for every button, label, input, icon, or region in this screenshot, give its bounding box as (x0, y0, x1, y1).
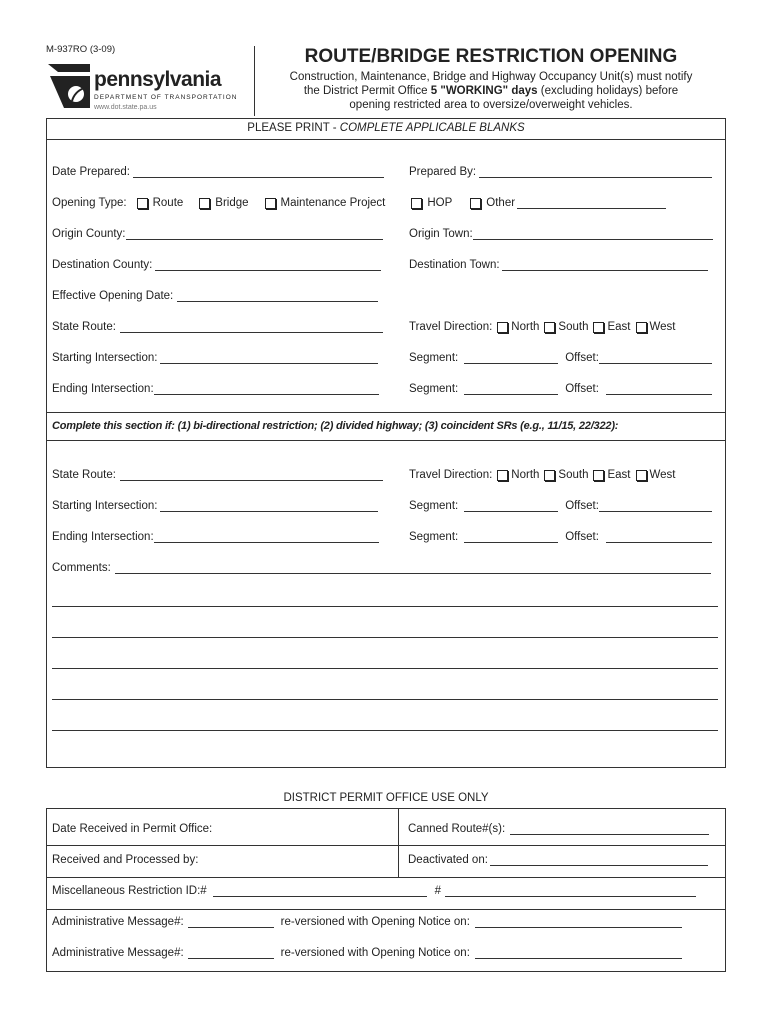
segment-field[interactable] (464, 531, 558, 543)
date-prepared-field[interactable] (133, 166, 384, 178)
segment-label: Segment: (409, 531, 459, 543)
notice-line-3: opening restricted area to oversize/overweight vehicles. (349, 99, 633, 111)
south-checkbox[interactable] (544, 322, 555, 333)
origin-town-field[interactable] (473, 228, 713, 240)
destination-county-field[interactable] (155, 259, 381, 271)
other-option-label: Other (486, 197, 516, 209)
notice-working-days: 5 "WORKING" days (430, 85, 538, 97)
office-row-divider (46, 845, 726, 846)
north-label: North (511, 321, 540, 333)
notice-line-2 (262, 84, 720, 98)
main-form-box (46, 118, 726, 768)
section-divider-bottom (46, 440, 726, 441)
destination-town-field[interactable] (502, 259, 708, 271)
bridge-option-label: Bridge (215, 197, 249, 209)
offset-field[interactable] (599, 500, 712, 512)
east-checkbox[interactable] (593, 470, 604, 481)
comments-field[interactable] (115, 562, 711, 574)
form-number: M-937RO (3-09) (46, 44, 116, 55)
segment-field[interactable] (464, 500, 558, 512)
ending-intersection-field[interactable] (154, 531, 379, 543)
hash-label: # (434, 885, 442, 897)
admin-message-field[interactable] (188, 916, 274, 928)
offset-field[interactable] (606, 531, 712, 543)
penndot-logo (46, 62, 246, 116)
admin-message-label: Administrative Message#: (52, 947, 184, 959)
notice-line-1: Construction, Maintenance, Bridge and Highway Occupancy Unit(s) must notify (289, 71, 693, 83)
route-option-label: Route (152, 197, 184, 209)
west-label: West (649, 321, 676, 333)
logo-url: www.dot.state.pa.us (94, 104, 157, 111)
comments-line[interactable] (52, 668, 718, 669)
misc-restriction-field-2[interactable] (445, 885, 696, 897)
hop-option-label: HOP (427, 197, 453, 209)
north-label: North (511, 469, 540, 481)
section-note: Complete this section if: (1) bi-directional restriction; (2) divided highway; (3) coincident SRs (e.g., 11/15, 22/322): (52, 420, 619, 432)
comments-label: Comments: (52, 562, 111, 574)
maintenance-project-checkbox[interactable] (265, 198, 276, 209)
opening-type-label: Opening Type: (52, 197, 127, 209)
segment-label: Segment: (409, 352, 459, 364)
segment-field[interactable] (464, 383, 558, 395)
admin-message-label: Administrative Message#: (52, 916, 184, 928)
comments-line[interactable] (52, 730, 718, 731)
office-row-divider (46, 877, 726, 878)
comments-line[interactable] (52, 699, 718, 700)
west-checkbox[interactable] (636, 322, 647, 333)
segment-field[interactable] (464, 352, 558, 364)
south-checkbox[interactable] (544, 470, 555, 481)
date-prepared-label: Date Prepared: (52, 166, 130, 178)
ending-intersection-label: Ending Intersection: (52, 383, 154, 395)
travel-direction-label: Travel Direction: (409, 469, 493, 481)
destination-county-label: Destination County: (52, 259, 153, 271)
keystone-logo-icon (46, 64, 90, 108)
east-label: East (607, 321, 631, 333)
state-route-label: State Route: (52, 469, 116, 481)
offset-label: Offset: (565, 352, 599, 364)
origin-town-label: Origin Town: (409, 228, 473, 240)
logo-department: DEPARTMENT OF TRANSPORTATION (94, 94, 238, 101)
segment-label: Segment: (409, 383, 459, 395)
state-route-field[interactable] (120, 321, 383, 333)
comments-line[interactable] (52, 637, 718, 638)
north-checkbox[interactable] (497, 470, 508, 481)
prepared-by-field[interactable] (479, 166, 712, 178)
deactivated-on-field[interactable] (490, 854, 708, 866)
effective-date-field[interactable] (177, 290, 378, 302)
comments-line[interactable] (52, 606, 718, 607)
offset-field[interactable] (599, 352, 712, 364)
starting-intersection-field[interactable] (160, 500, 378, 512)
canned-route-label: Canned Route#(s): (408, 823, 506, 835)
route-checkbox[interactable] (137, 198, 148, 209)
notice-line-2-pre: the District Permit Office (303, 85, 431, 97)
other-field[interactable] (517, 197, 666, 209)
office-column-divider (398, 808, 399, 877)
form-title: ROUTE/BRIDGE RESTRICTION OPENING (304, 46, 678, 67)
south-label: South (558, 321, 589, 333)
east-label: East (607, 469, 631, 481)
misc-restriction-field[interactable] (213, 885, 427, 897)
ending-intersection-label: Ending Intersection: (52, 531, 154, 543)
offset-label: Offset: (565, 500, 599, 512)
starting-intersection-field[interactable] (160, 352, 378, 364)
date-received-label: Date Received in Permit Office: (52, 823, 213, 835)
origin-county-label: Origin County: (52, 228, 126, 240)
deactivated-on-label: Deactivated on: (408, 854, 488, 866)
misc-restriction-label: Miscellaneous Restriction ID:# (52, 885, 207, 897)
origin-county-field[interactable] (126, 228, 383, 240)
other-checkbox[interactable] (470, 198, 481, 209)
hop-checkbox[interactable] (411, 198, 422, 209)
notice-line-2-post: (excluding holidays) before (537, 85, 679, 97)
north-checkbox[interactable] (497, 322, 508, 333)
canned-route-field[interactable] (510, 823, 709, 835)
west-label: West (649, 469, 676, 481)
south-label: South (558, 469, 589, 481)
maintenance-project-option-label: Maintenance Project (280, 197, 386, 209)
east-checkbox[interactable] (593, 322, 604, 333)
header-divider (254, 46, 255, 116)
print-note-divider (46, 139, 726, 140)
reversioned-field[interactable] (475, 947, 682, 959)
admin-message-field[interactable] (188, 947, 274, 959)
offset-label: Offset: (565, 531, 599, 543)
reversioned-field[interactable] (475, 916, 682, 928)
travel-direction-label: Travel Direction: (409, 321, 493, 333)
logo-name: pennsylvania (94, 68, 222, 91)
office-use-heading: DISTRICT PERMIT OFFICE USE ONLY (283, 792, 489, 804)
offset-field[interactable] (606, 383, 712, 395)
print-note-pre: PLEASE PRINT - (247, 122, 340, 134)
print-note (46, 122, 726, 134)
west-checkbox[interactable] (636, 470, 647, 481)
state-route-field[interactable] (120, 469, 383, 481)
section-divider-top (46, 412, 726, 413)
starting-intersection-label: Starting Intersection: (52, 500, 158, 512)
ending-intersection-field[interactable] (154, 383, 379, 395)
reversioned-label: re-versioned with Opening Notice on: (280, 916, 470, 928)
effective-date-label: Effective Opening Date: (52, 290, 174, 302)
offset-label: Offset: (565, 383, 599, 395)
destination-town-label: Destination Town: (409, 259, 500, 271)
segment-label: Segment: (409, 500, 459, 512)
print-note-italic: COMPLETE APPLICABLE BLANKS (339, 122, 525, 134)
prepared-by-label: Prepared By: (409, 166, 477, 178)
reversioned-label: re-versioned with Opening Notice on: (280, 947, 470, 959)
notice-text (262, 70, 720, 112)
state-route-label: State Route: (52, 321, 116, 333)
bridge-checkbox[interactable] (199, 198, 210, 209)
starting-intersection-label: Starting Intersection: (52, 352, 158, 364)
received-processed-label: Received and Processed by: (52, 854, 199, 866)
office-row-divider (46, 909, 726, 910)
